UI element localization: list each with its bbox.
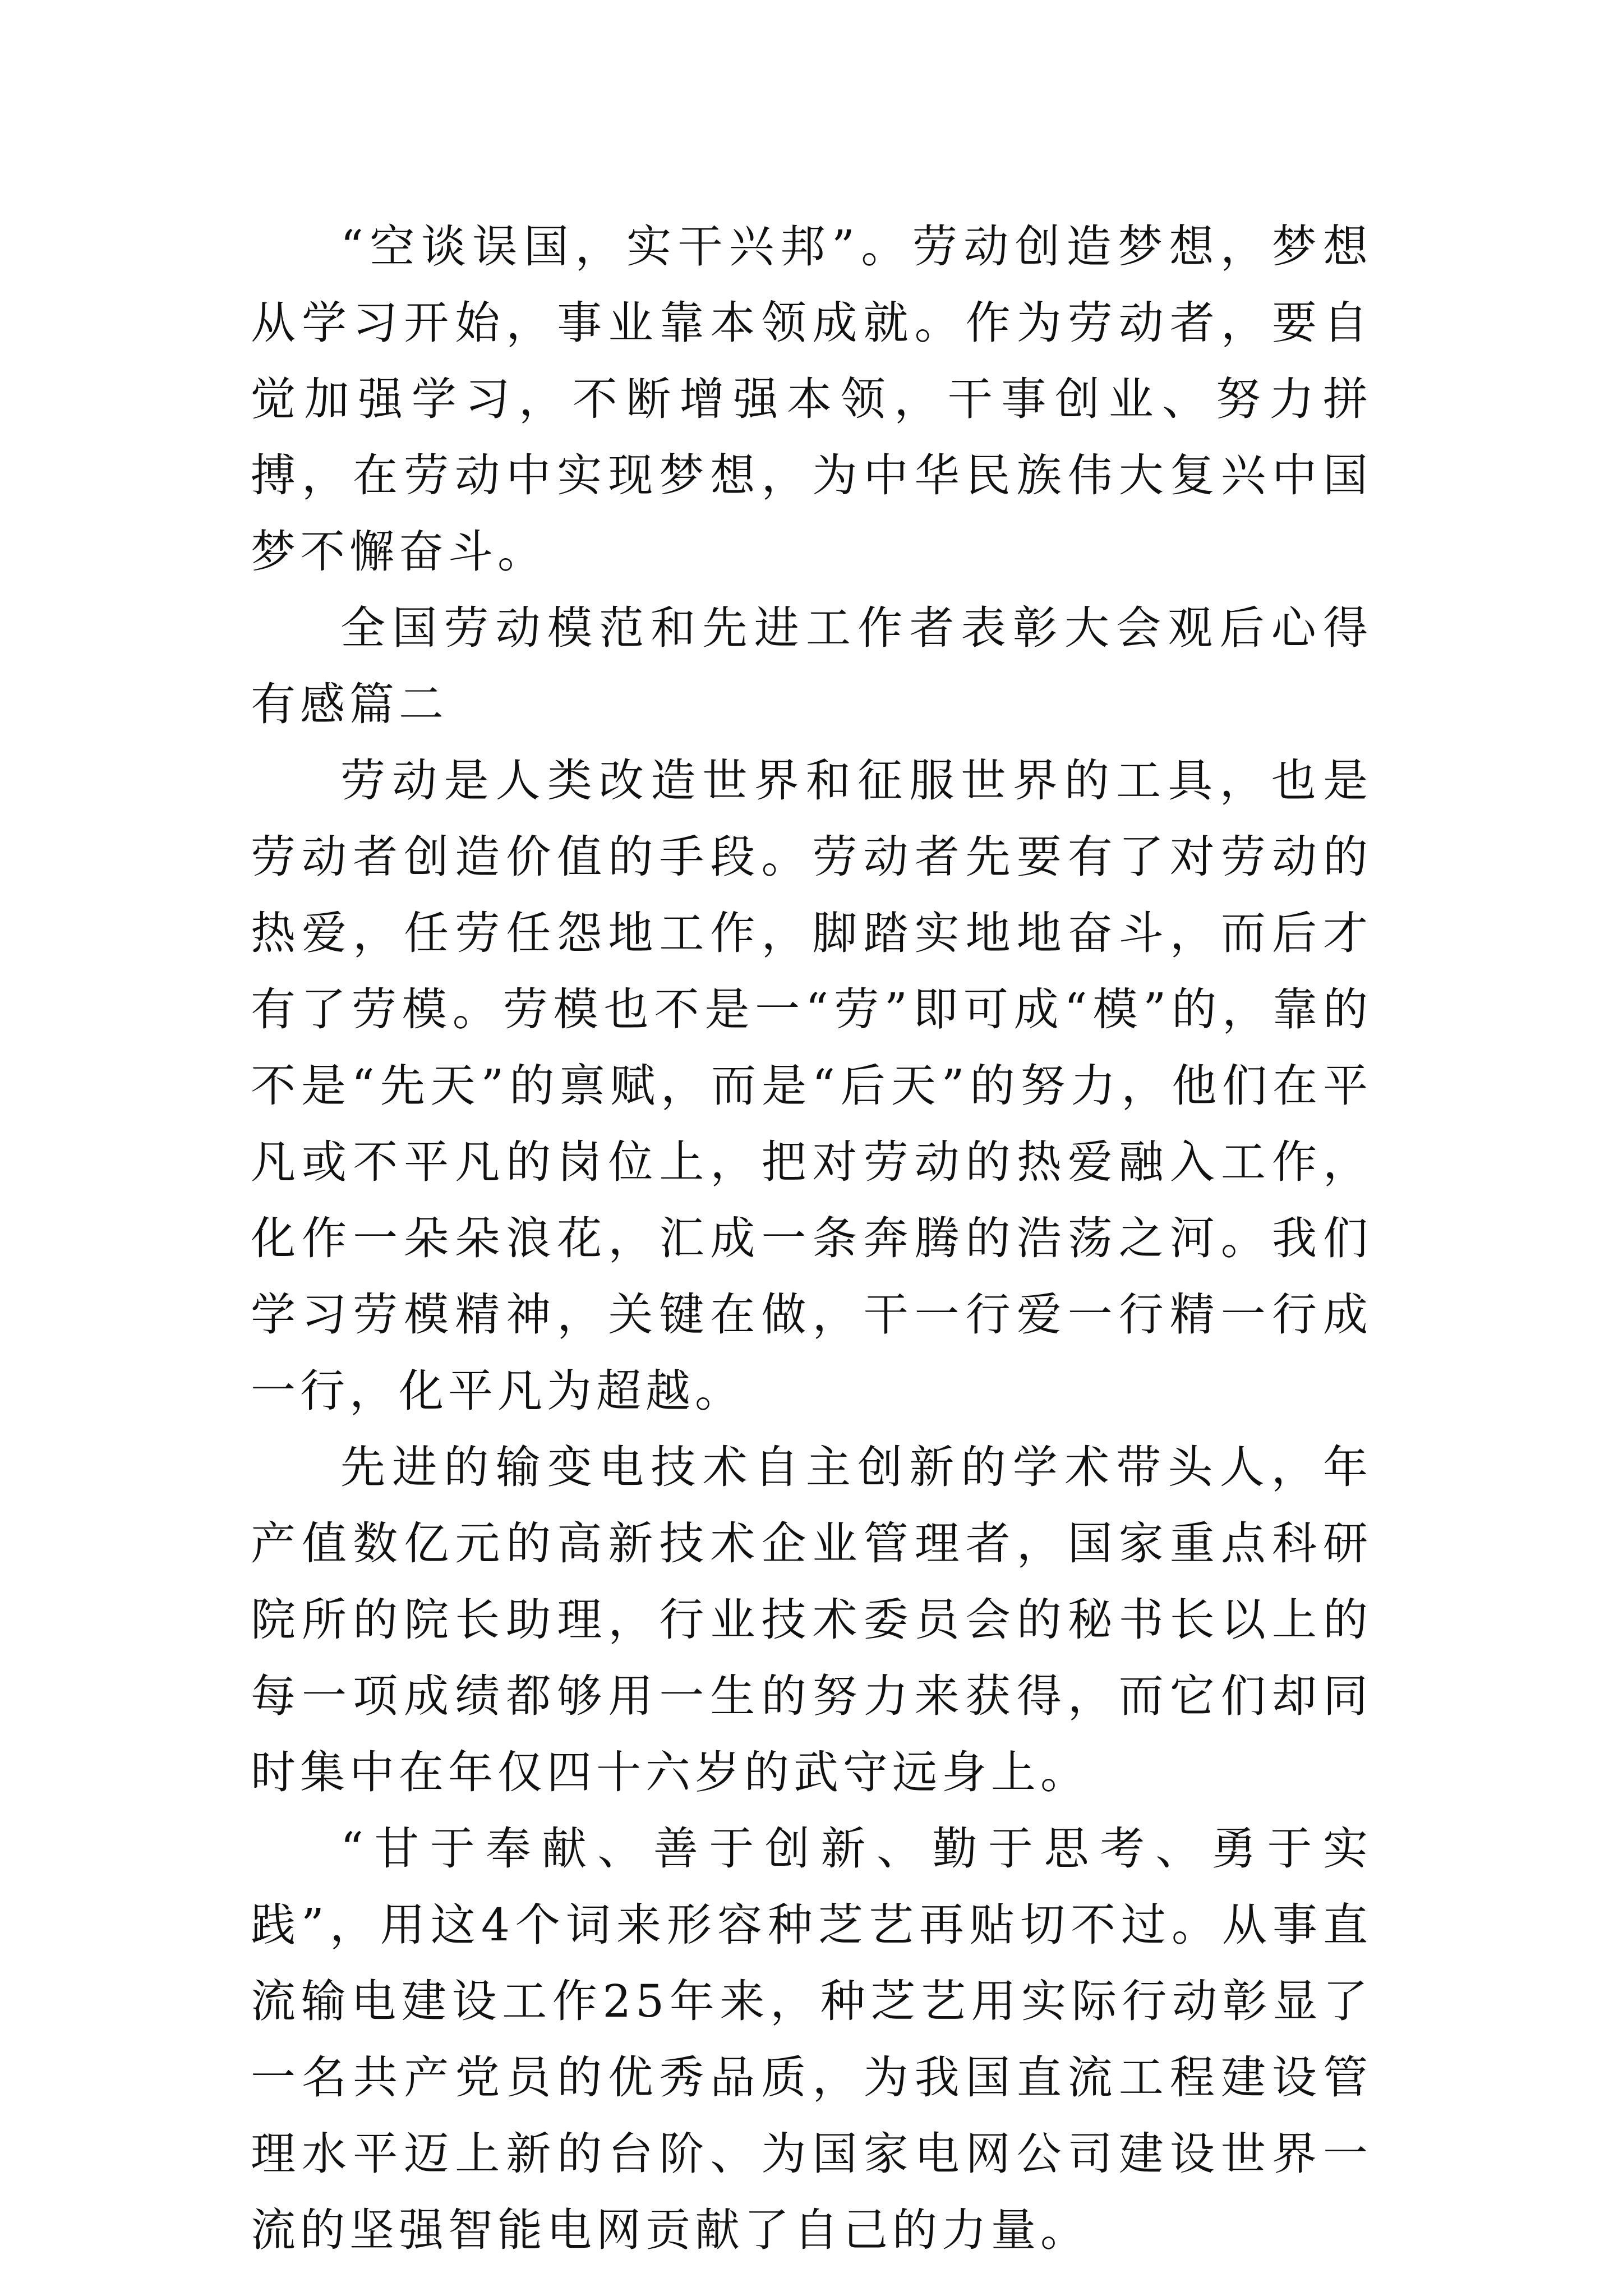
paragraph-zhong-zhiyi: “甘于奉献、善于创新、勤于思考、勇于实践”，用这4个词来形容种芝艺再贴切不过。从事直流输电建设工作25年来，种芝艺用实际行动彰显了一名共产党员的优秀品质，为我国直流工程建设管理水平迈上新的台阶、为国家电网公司建设世界一流的坚强智能电网贡献了自己的力量。 [251,1823,1372,2256]
paragraph-intro: “空谈误国，实干兴邦”。劳动创造梦想，梦想从学习开始，事业靠本领成就。作为劳动者，要自觉加强学习，不断增强本领，干事创业、努力拼搏，在劳动中实现梦想，为中华民族伟大复兴中国梦不懈奋斗。 [251,220,1372,578]
section-heading: 全国劳动模范和先进工作者表彰大会观后心得有感篇二 [251,602,1372,730]
paragraph-labor: 劳动是人类改造世界和征服世界的工具，也是劳动者创造价值的手段。劳动者先要有了对劳动的热爱，任劳任怨地工作，脚踏实地地奋斗，而后才有了劳模。劳模也不是一“劳”即可成“模”的，靠的不是“先天”的禀赋，而是“后天”的努力，他们在平凡或不平凡的岗位上，把对劳动的热爱融入工作，化作一朵朵浪花，汇成一条奔腾的浩荡之河。我们学习劳模精神，关键在做，干一行爱一行精一行成一行，化平凡为超越。 [251,754,1372,1417]
document-body [251,209,1372,2269]
paragraph-wu-shouyuan: 先进的输变电技术自主创新的学术带头人，年产值数亿元的高新技术企业管理者，国家重点科研院所的院长助理，行业技术委员会的秘书长以上的每一项成绩都够用一生的努力来获得，而它们却同时集中在年仅四十六岁的武守远身上。 [251,1441,1372,1798]
